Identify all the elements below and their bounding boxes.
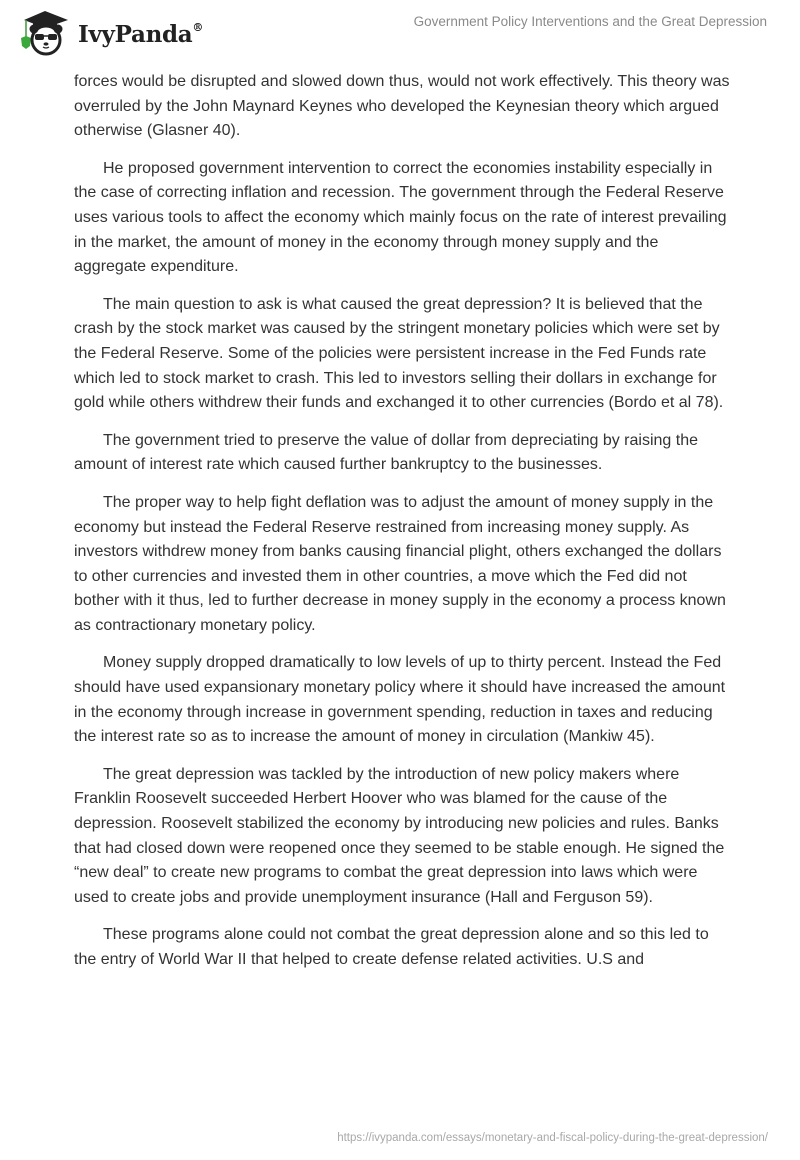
brand-name	[78, 21, 203, 48]
essay-body	[74, 70, 734, 986]
source-url-link[interactable]: https://ivypanda.com/essays/monetary-and-fiscal-policy-during-the-great-depression/	[337, 1132, 768, 1144]
paragraph: The proper way to help fight deflation was to adjust the amount of money supply in the economy but instead the Federal Reserve restrained from increasing money supply. As investors withdrew money from banks causing financial plight, others exchanged the dollars to other currencies and invested them in other countries, a move which the Fed did not bother with it thus, led to further decrease in money supply in the economy a process known as contractionary monetary policy.	[74, 493, 726, 634]
document-title: Government Policy Interventions and the Great Depression	[413, 14, 767, 29]
brand-logo[interactable]	[16, 8, 203, 56]
paragraph: The great depression was tackled by the introduction of new policy makers where Franklin Roosevelt succeeded Herbert Hoover who was blamed for the cause of the depression. Roosevelt stabilized the economy by introducing new policies and rules. Banks that had closed down were reopened once they seemed to be stable enough. He signed the “new deal” to create new programs to combat the great depression into laws which were used to create jobs and provide unemployment insurance (Hall and Ferguson 59).	[74, 765, 725, 906]
paragraph: Money supply dropped dramatically to low levels of up to thirty percent. Instead the Fed should have used expansionary monetary policy where it should have increased the amount in the economy through increase in government spending, reduction in taxes and reducing the interest rate so as to increase the amount of money in circulation (Mankiw 45).	[74, 654, 726, 746]
panda-graduate-icon	[16, 8, 74, 56]
paragraph: These programs alone could not combat the great depression alone and so this led to the entry of World War II that helped to create defense related activities. U.S and	[74, 926, 709, 968]
paragraph: forces would be disrupted and slowed down thus, would not work effectively. This theory was overruled by the John Maynard Keynes who developed the Keynesian theory which argued otherwise (Glasner 40).	[74, 73, 730, 140]
brand-name-text: IvyPanda	[78, 20, 193, 48]
registered-mark: ®	[192, 20, 204, 34]
page-header	[0, 0, 800, 60]
paragraph: He proposed government intervention to correct the economies instability especially in the case of correcting inflation and recession. The government through the Federal Reserve uses various tools to affect the economy which mainly focus on the rate of interest prevailing in the market, the amount of money in the economy through money supply and the aggregate expenditure.	[74, 159, 727, 276]
paragraph: The main question to ask is what caused the great depression? It is believed that the crash by the stock market was caused by the stringent monetary policies which were set by the Federal Reserve. Some of the policies were persistent increase in the Fed Funds rate which led to stock market to crash. This led to investors selling their dollars in exchange for gold while others withdrew their funds and exchanged it to other currencies (Bordo et al 78).	[74, 295, 724, 412]
paragraph: The government tried to preserve the value of dollar from depreciating by raising the amount of interest rate which caused further bankruptcy to the businesses.	[74, 431, 698, 474]
